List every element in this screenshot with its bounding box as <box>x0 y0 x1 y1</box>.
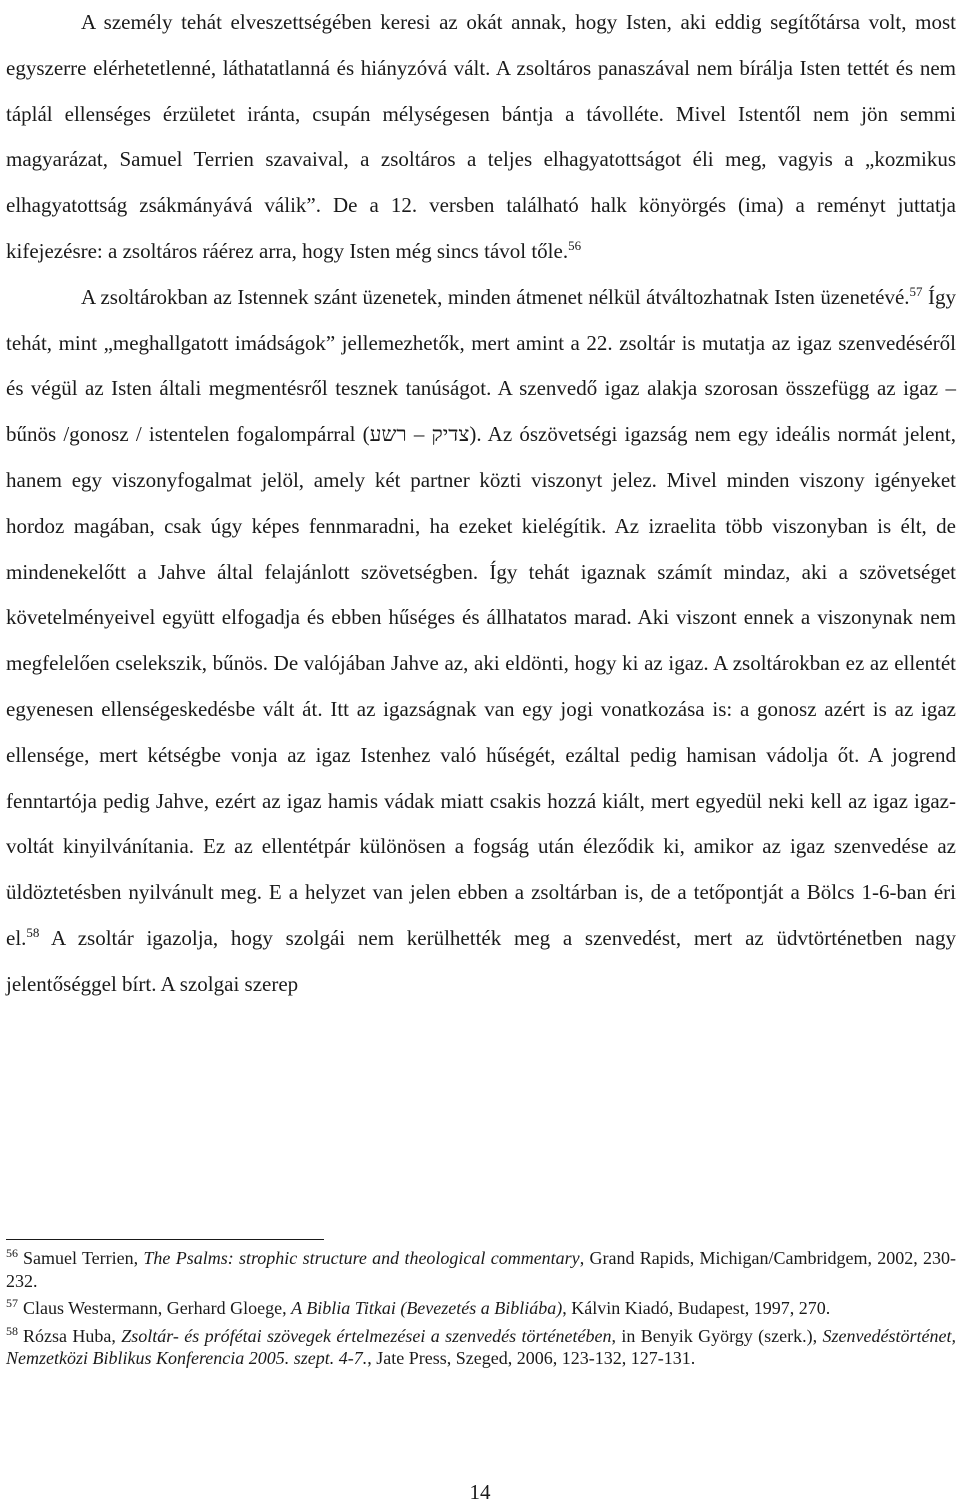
footnote-text: Rózsa Huba, <box>23 1325 122 1346</box>
footnote-ref-57[interactable]: 57 <box>909 283 923 299</box>
footnote-number: 57 <box>6 1296 18 1310</box>
footnote-text: , Jate Press, Szeged, 2006, 123-132, 127-131. <box>367 1348 696 1368</box>
footnote-title: The Psalms: strophic structure and theological commentary <box>143 1248 580 1268</box>
footnote-ref-58[interactable]: 58 <box>26 924 40 940</box>
footnote-title: Szenvedéstörténet, Nemzetközi Biblikus Konferencia 2005. szept. 4-7. <box>6 1325 956 1368</box>
footnote-number: 56 <box>6 1246 18 1260</box>
footnote-ref-56[interactable]: 56 <box>568 237 582 253</box>
footnote-title: A Biblia Titkai (Bevezetés a Bibliába) <box>291 1298 563 1318</box>
footnote-text: Samuel Terrien, <box>23 1248 144 1268</box>
main-text <box>6 0 956 1008</box>
footnote-text: , Kálvin Kiadó, Budapest, 1997, 270. <box>562 1298 831 1318</box>
footnote-text: , in Benyik György (szerk.), <box>611 1325 823 1346</box>
footnote-text: Claus Westermann, Gerhard Gloege, <box>23 1298 292 1318</box>
footnote-56 <box>6 1247 956 1292</box>
paragraph-2 <box>6 275 956 1008</box>
footnote-58 <box>6 1325 956 1370</box>
hebrew-word-pair: צדיק – רשע <box>369 422 470 447</box>
paragraph-1 <box>6 0 956 275</box>
paragraph-2-text-d: A zsoltár igazolja, hogy szolgái nem kerülhették meg a szenvedést, mert az üdvtörténetben nagy jelentőséggel bírt. A szolgai szerep <box>6 925 956 996</box>
footnote-text: , Grand Rapids, Michigan/Cambridgem, 2002, 230-232. <box>6 1248 956 1291</box>
paragraph-2-text-a: A zsoltárokban az Istennek szánt üzenetek, minden átmenet nélkül átváltozhatnak Isten üzenetévé. <box>81 284 910 309</box>
footnote-number: 58 <box>6 1323 18 1338</box>
paragraph-2-text-c: ). Az ószövetségi igazság nem egy ideális normát jelent, hanem egy viszonyfogalmat jelöl, amely két partner közti viszonyt jelez. Mivel minden viszony igényeket hordoz magában, csak úgy képes fennmaradni, ha ezeket kielégítik. Az izraelita több viszonyban is élt, de mindenekelőtt a Jahve által felajánlott szövetségben. Így tehát igaznak számít mindaz, aki a szövetséget követelményeivel együtt elfogadja és ebben hűséges és állhatatos marad. Aki viszont ennek a viszonynak nem megfelelően cselekszik, bűnös. De valójában Jahve az, aki eldönti, hogy ki az igaz. A zsoltárokban ez az ellentét egyenesen ellenségeskedésbe vált át. Itt az igazságnak van egy jogi vonatkozása is: a gonosz azért is az igaz ellensége, mert kétségbe vonja az igaz Istenhez való hűségét, ezáltal pedig hamisan vádolja őt. A jogrend fenntartója pedig Jahve, ezért az igaz hamis vádak miatt csakis hozzá kiált, mert egyedül neki kell az igaz igaz-voltát kinyilvánítania. Ez az ellentétpár különösen a fogság után éleződik ki, amikor az igaz szenvedése az üldöztetésben nyilvánult meg. E a helyzet van jelen ebben a zsoltárban is, de a tetőpontját a Bölcs 1-6-ban éri el. <box>6 422 957 950</box>
footnote-separator <box>6 1239 324 1240</box>
paragraph-1-text: A személy tehát elveszettségében keresi az okát annak, hogy Isten, aki eddig segítőtársa volt, most egyszerre elérhetetlenné, láthatatlanná és hiányzóvá vált. A zsoltáros panaszával nem bírálja Isten tettét és nem táplál ellenséges érzületet iránta, csupán mélységesen bántja a távolléte. Mivel Istentől nem jön semmi magyarázat, Samuel Terrien szavaival, a zsoltáros a teljes elhagyatottságot éli meg, vagyis a „kozmikus elhagyatottság zsákmányává válik”. De a 12. versben található halk könyörgés (ima) a reményt juttatja kifejezésre: a zsoltáros ráérez arra, hogy Isten még sincs távol tőle. <box>6 10 956 263</box>
footnote-title: Zsoltár- és prófétai szövegek értelmezései a szenvedés történetében <box>121 1325 612 1346</box>
footnotes <box>6 1247 956 1375</box>
page-number: 14 <box>469 1480 491 1504</box>
footnote-57 <box>6 1297 956 1320</box>
paragraph-2-text-b: Így tehát, mint „meghallgatott imádságok” jellemezhetők, mert amint a 22. zsoltár is mutatja az igaz szenvedéséről és végül az Isten általi megmentésről tesznek tanúságot. A szenvedő igaz alakja szorosan összefügg az igaz – bűnös /gonosz / istentelen fogalompárral ( <box>6 284 956 447</box>
